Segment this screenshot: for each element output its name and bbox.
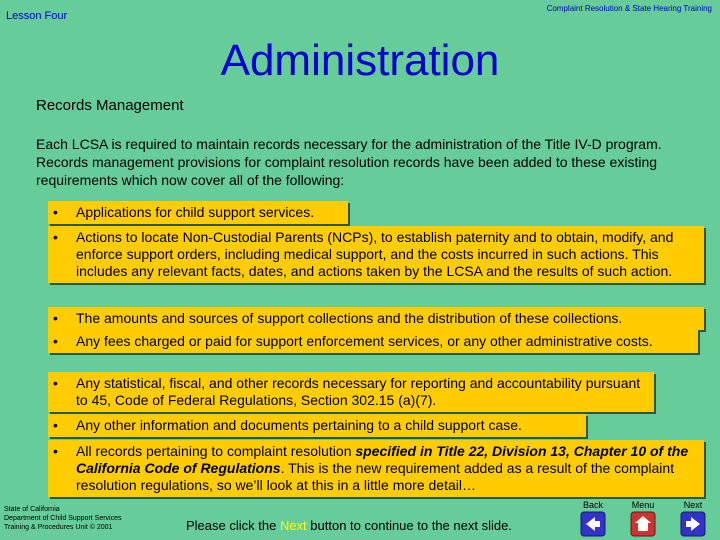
list-item-text-start: All records pertaining to complaint resolution — [76, 443, 356, 459]
back-button[interactable] — [576, 500, 610, 537]
list-item — [48, 201, 348, 224]
bullet-glyph: • — [53, 333, 58, 349]
instruction-text — [186, 518, 512, 533]
section-subtitle: Records Management — [36, 97, 184, 114]
course-title: Complaint Resolution & State Hearing Training — [546, 4, 712, 13]
list-item-text: Any statistical, fiscal, and other records necessary for reporting and accountability pursuant to 45, Code of Federal Regulations, Section 302.15 (a)(7). — [76, 375, 641, 408]
next-label: Next — [683, 500, 703, 510]
bullet-glyph: • — [53, 229, 58, 245]
list-item-text: Actions to locate Non-Custodial Parents (NCPs), to establish paternity and to obtain, modify, and enforce support orders, including medical support, and the costs incurred in such actions. This includes any relevant facts, dates, and actions taken by the LCSA and the results of such action. — [76, 229, 674, 279]
instruction-next-word: Next — [279, 518, 307, 533]
org-line-1: State of California — [4, 506, 60, 513]
org-line-2: Department of Child Support Services — [4, 515, 122, 522]
back-label: Back — [582, 500, 603, 510]
bullet-glyph: • — [53, 375, 58, 391]
next-arrow-icon — [680, 511, 706, 537]
instruction-start: Please click the — [186, 518, 280, 533]
menu-label: Menu — [631, 500, 655, 510]
list-item — [48, 440, 704, 497]
instruction-end: button to continue to the next slide. — [306, 518, 512, 533]
organization-credit — [4, 505, 122, 532]
bullet-glyph: • — [53, 443, 58, 459]
bullet-glyph: • — [53, 310, 58, 326]
list-item-text: Applications for child support services. — [76, 204, 315, 220]
lesson-label: Lesson Four — [6, 10, 68, 22]
list-item — [48, 307, 704, 330]
org-line-3: Training & Procedures Unit © 2001 — [4, 524, 113, 531]
list-item-text — [62, 443, 698, 494]
bullet-glyph: • — [53, 204, 58, 220]
intro-paragraph: Each LCSA is required to maintain records necessary for the administration of the Title IV-D program. Records management provisions for complaint resolution records have been added to these existing requirements which now cover all of the following: — [36, 136, 662, 188]
list-item-text: The amounts and sources of support collections and the distribution of these collections. — [76, 310, 623, 326]
list-item-text-end: . This is the new requirement added as a result of the complaint resolution regulations, so we’ll look at this in a little more detail… — [76, 460, 675, 493]
next-button[interactable] — [676, 500, 710, 537]
menu-button[interactable] — [626, 500, 660, 537]
bullet-glyph: • — [53, 417, 58, 433]
page-title: Administration — [220, 36, 500, 85]
back-arrow-icon — [580, 511, 606, 537]
list-item — [48, 330, 698, 353]
list-item-text: Any fees charged or paid for support enforcement services, or any other administrative costs. — [76, 333, 653, 349]
list-item — [48, 414, 586, 437]
list-item — [48, 226, 704, 283]
regulation-citation: specified in Title 22, Division 13, Chapter 10 of the California Code of Regulations — [76, 443, 689, 476]
list-item — [48, 372, 654, 412]
list-item-text: Any other information and documents pertaining to a child support case. — [76, 417, 522, 433]
menu-house-icon — [630, 511, 656, 537]
